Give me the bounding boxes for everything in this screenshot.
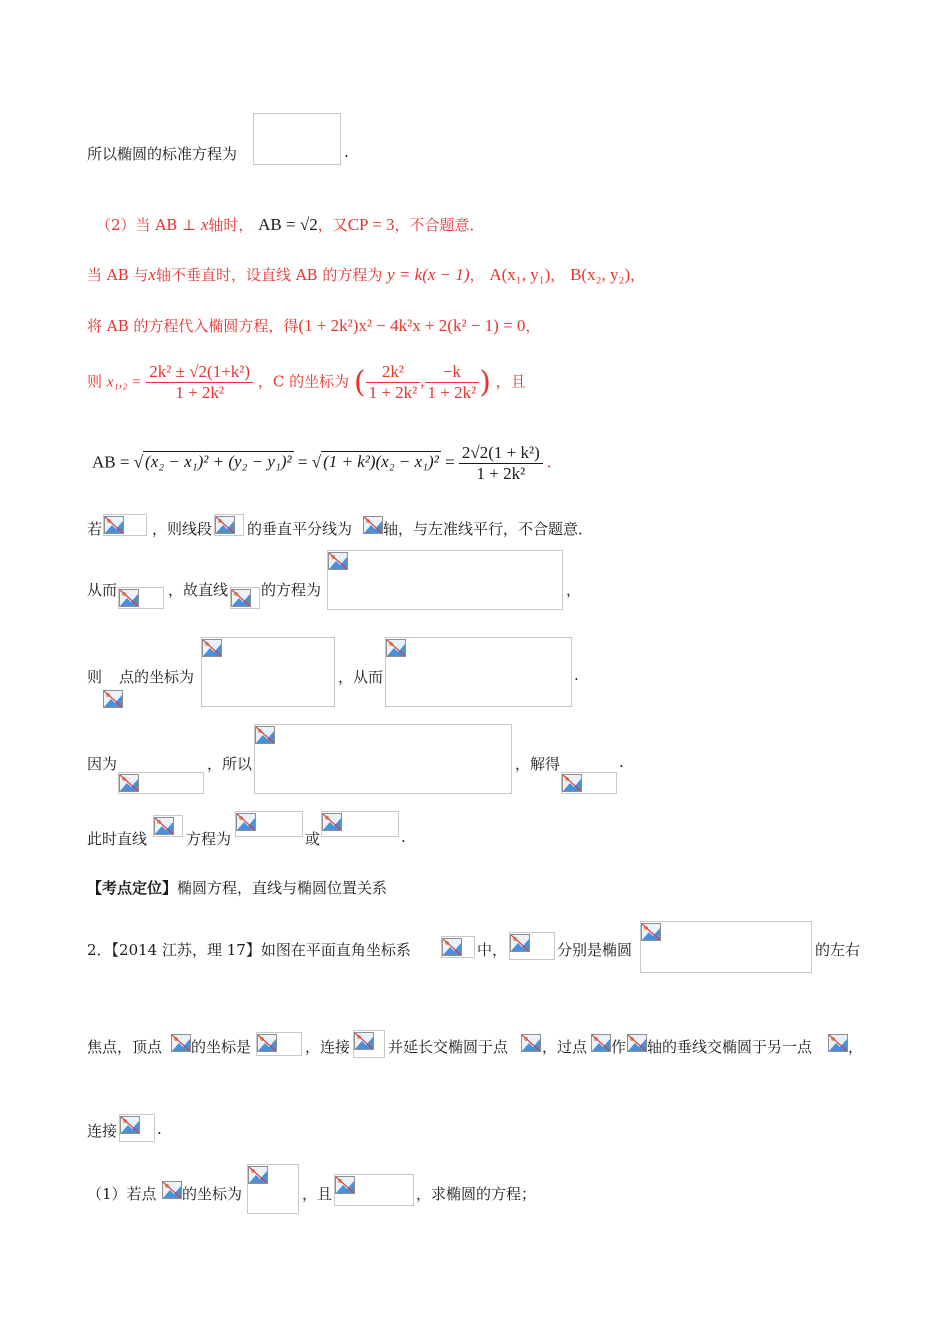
text: 轴，与左准线平行，不合题意． <box>383 520 594 538</box>
text: 的垂直平分线为 <box>247 520 353 538</box>
broken-image-icon <box>162 1181 182 1199</box>
broken-image-icon <box>171 1034 191 1052</box>
broken-image-icon <box>627 1034 647 1052</box>
text: 或 <box>305 830 321 848</box>
broken-image-icon <box>641 923 661 941</box>
broken-image-icon <box>255 726 275 744</box>
text: 因为 <box>87 755 118 773</box>
question-text: 的坐标是 <box>191 1038 252 1056</box>
text: . <box>401 828 406 846</box>
text: 从而 <box>87 581 118 599</box>
text: 的方程为 <box>261 581 322 599</box>
broken-image-icon <box>591 1034 611 1052</box>
question-text: 连接 <box>87 1122 118 1140</box>
broken-image-icon <box>363 516 383 534</box>
broken-image-icon <box>154 817 174 835</box>
solution-line-5: AB = √ (x₂ − x₁)² + (y₂ − y₁)² = √ (1 + k²)(x₂ − x₁)² = $\frac{\text{2√2(1 + k²)}}{\text{1 + 2k²}}$ . <box>92 443 552 483</box>
broken-image-icon <box>322 813 342 831</box>
solution-line-2: 当 AB 与x轴不垂直时，设直线 AB 的方程为 y = k(x − 1)， A(x₁, y₁)， B(x₂, y₂)， <box>87 265 646 284</box>
question-text: ，求椭圆的方程； <box>416 1185 537 1203</box>
broken-image-icon <box>119 774 139 792</box>
broken-image-icon <box>386 639 406 657</box>
broken-image-icon <box>354 1032 374 1050</box>
broken-image-icon <box>328 552 348 570</box>
question-text: 的左右 <box>815 941 861 959</box>
question-text: 分别是椭圆 <box>557 941 633 959</box>
question-text: ，连接 <box>305 1038 351 1056</box>
text: . <box>619 753 624 771</box>
question-text: 2．【2014 江苏，理 17】如图在平面直角坐标系 <box>87 941 411 959</box>
text: 则 <box>87 668 103 686</box>
broken-image-icon <box>442 938 462 956</box>
text: ，所以 <box>207 755 253 773</box>
question-text: （1）若点 <box>87 1185 157 1203</box>
broken-image-icon <box>510 934 530 952</box>
broken-image-icon <box>521 1034 541 1052</box>
key-point: 【考点定位】椭圆方程，直线与椭圆位置关系 <box>87 879 388 897</box>
text: . <box>574 666 579 684</box>
broken-image-icon <box>248 1166 268 1184</box>
question-text: ，过点 <box>542 1038 588 1056</box>
text: 方程为 <box>186 830 232 848</box>
question-text: ， <box>848 1038 864 1056</box>
broken-image-icon <box>104 516 124 534</box>
fraction: $\frac{\text{2k²}}{\text{1 + 2k²}}$ <box>366 362 421 403</box>
image-placeholder <box>640 921 812 973</box>
image-placeholder <box>254 724 512 794</box>
broken-image-icon <box>119 589 139 607</box>
text: 若 <box>87 520 103 538</box>
text: ，则线段 <box>152 520 213 538</box>
image-placeholder <box>327 550 563 610</box>
text: ，解得 <box>515 755 561 773</box>
broken-image-icon <box>335 1176 355 1194</box>
question-text: 的坐标为 <box>182 1185 243 1203</box>
text: 点的坐标为 <box>119 668 195 686</box>
question-text: 并延长交椭圆于点 <box>388 1038 509 1056</box>
question-text: 焦点，顶点 <box>87 1038 163 1056</box>
question-text: 轴的垂线交椭圆于另一点 <box>647 1038 813 1056</box>
image-placeholder <box>253 113 341 165</box>
broken-image-icon <box>202 639 222 657</box>
text-punct: . <box>344 143 349 161</box>
broken-image-icon <box>231 589 251 607</box>
question-text: 中， <box>477 941 508 959</box>
text: 此时直线 <box>87 830 148 848</box>
fraction: $\frac{\text{2k² ± √2(1+k²)}}{\text{1 + 2k²}}$ <box>146 362 253 403</box>
broken-image-icon <box>236 813 256 831</box>
broken-image-icon <box>257 1034 277 1052</box>
fraction: $\frac{\text{2√2(1 + k²)}}{\text{1 + 2k²}}$ <box>459 443 543 484</box>
broken-image-icon <box>103 690 123 708</box>
solution-line-3: 将 AB 的方程代入椭圆方程，得(1 + 2k²)x² − 4k²x + 2(k² − 1) = 0， <box>87 316 541 335</box>
broken-image-icon <box>215 516 235 534</box>
text: ， <box>566 581 582 599</box>
broken-image-icon <box>562 774 582 792</box>
question-text: ，且 <box>302 1185 333 1203</box>
fraction: $\frac{-k}{\text{1 + 2k²}}$ <box>425 362 480 403</box>
solution-line-4: 则 x₁,₂ = $\frac{\text{2k² ± √2(1+k²)}}{\text{1 + 2k²}}$ ，C 的坐标为 ( $\frac{\text{2k²}}{\text{1 + 2k²}}$ , $\frac{-k}{\text{1 + 2k²}}$ ) ，且 <box>87 362 526 402</box>
broken-image-icon <box>120 1116 140 1134</box>
text: ，故直线 <box>168 581 229 599</box>
solution-line-1: （2）当 AB ⊥ x轴时， AB = √2，又CP = 3，不合题意． <box>96 215 485 234</box>
text: ，从而 <box>338 668 384 686</box>
broken-image-icon <box>828 1034 848 1052</box>
image-placeholder <box>385 637 572 707</box>
question-text: . <box>157 1120 162 1138</box>
question-text: 作 <box>611 1038 627 1056</box>
text-line: 所以椭圆的标准方程为 <box>87 145 238 163</box>
